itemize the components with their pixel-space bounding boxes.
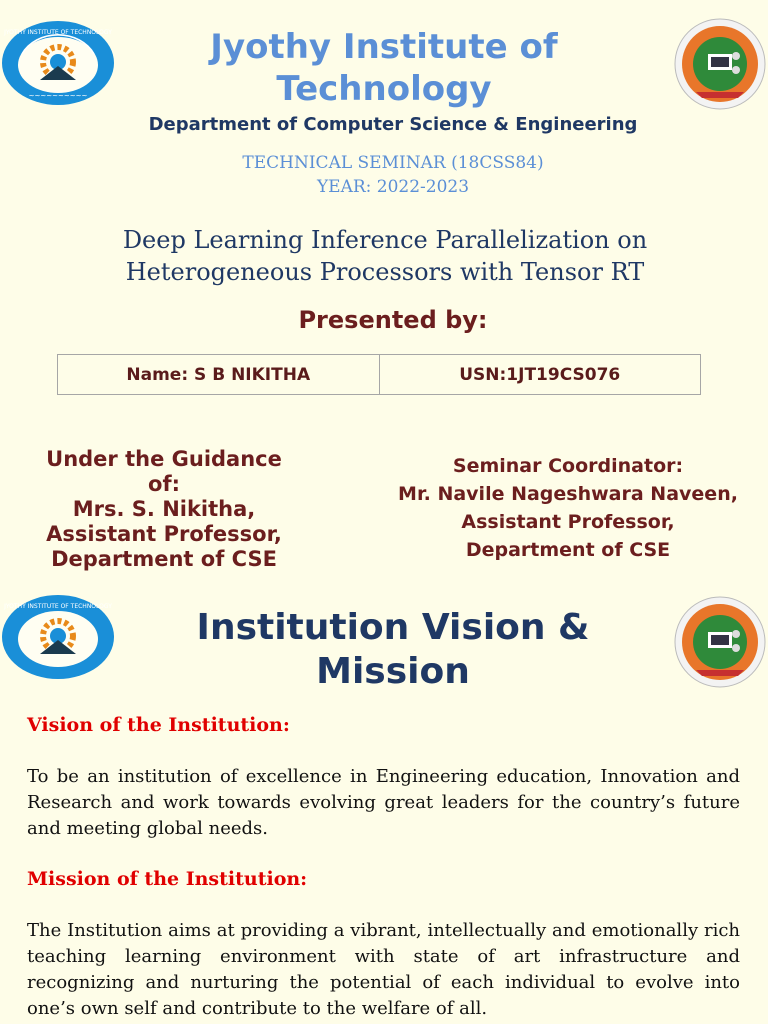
department-name: Department of Computer Science & Engineering: [148, 114, 638, 135]
vision-mission-title: Institution Vision & Mission: [196, 607, 590, 692]
vtu-emblem-icon: [674, 18, 766, 110]
coordinator-designation: Assistant Professor,: [461, 511, 675, 533]
guide-designation: Assistant Professor,: [46, 522, 282, 546]
vision-heading: Vision of the Institution:: [27, 714, 290, 736]
vtu-emblem-icon: [674, 596, 766, 688]
mission-heading: Mission of the Institution:: [27, 868, 308, 890]
mission-text: The Institution aims at providing a vibrant, intellectually and emotionally rich teaching learning environment with state of art infrastructure and recognizing and nurturing the potential of each individual to evolve into one’s own self and contribute to the welfare of all.: [27, 920, 740, 1019]
guide-department: Department of CSE: [51, 547, 277, 571]
jit-logo-icon: [0, 592, 116, 682]
seminar-code: TECHNICAL SEMINAR (18CSS84): [242, 153, 544, 173]
coordinator-heading: Seminar Coordinator:: [452, 455, 684, 477]
guide-name: Mrs. S. Nikitha,: [72, 497, 256, 521]
vision-text: To be an institution of excellence in Engineering education, Innovation and Research and work towards evolving great leaders for the country’s future and meeting global needs.: [27, 766, 740, 839]
presented-by-heading: Presented by:: [298, 306, 488, 334]
academic-year: YEAR: 2022-2023: [316, 177, 470, 197]
guide-heading: Under the Guidance of:: [46, 447, 282, 496]
svg-text:JYOTHY INSTITUTE OF TECHNOLOGY: JYOTHY INSTITUTE OF TECHNOLOGY: [4, 29, 112, 36]
guide-block: [30, 447, 298, 572]
svg-text:~~~~~~~~~~: ~~~~~~~~~~: [28, 92, 88, 100]
coordinator-name: Mr. Navile Nageshwara Naveen,: [398, 483, 738, 505]
institute-name: Jyothy Institute of Technology: [210, 27, 558, 109]
table-row: [58, 355, 701, 395]
coordinator-block: [368, 452, 768, 564]
presenter-usn: USN:1JT19CS076: [379, 355, 701, 395]
coordinator-department: Department of CSE: [465, 539, 671, 561]
presenter-table: [57, 354, 701, 395]
svg-text:JYOTHY INSTITUTE OF TECHNOLOGY: JYOTHY INSTITUTE OF TECHNOLOGY: [4, 603, 112, 610]
presenter-name: Name: S B NIKITHA: [58, 355, 380, 395]
jit-logo-icon: [0, 18, 116, 108]
seminar-topic: Deep Learning Inference Parallelization on Heterogeneous Processors with Tensor RT: [122, 226, 648, 286]
